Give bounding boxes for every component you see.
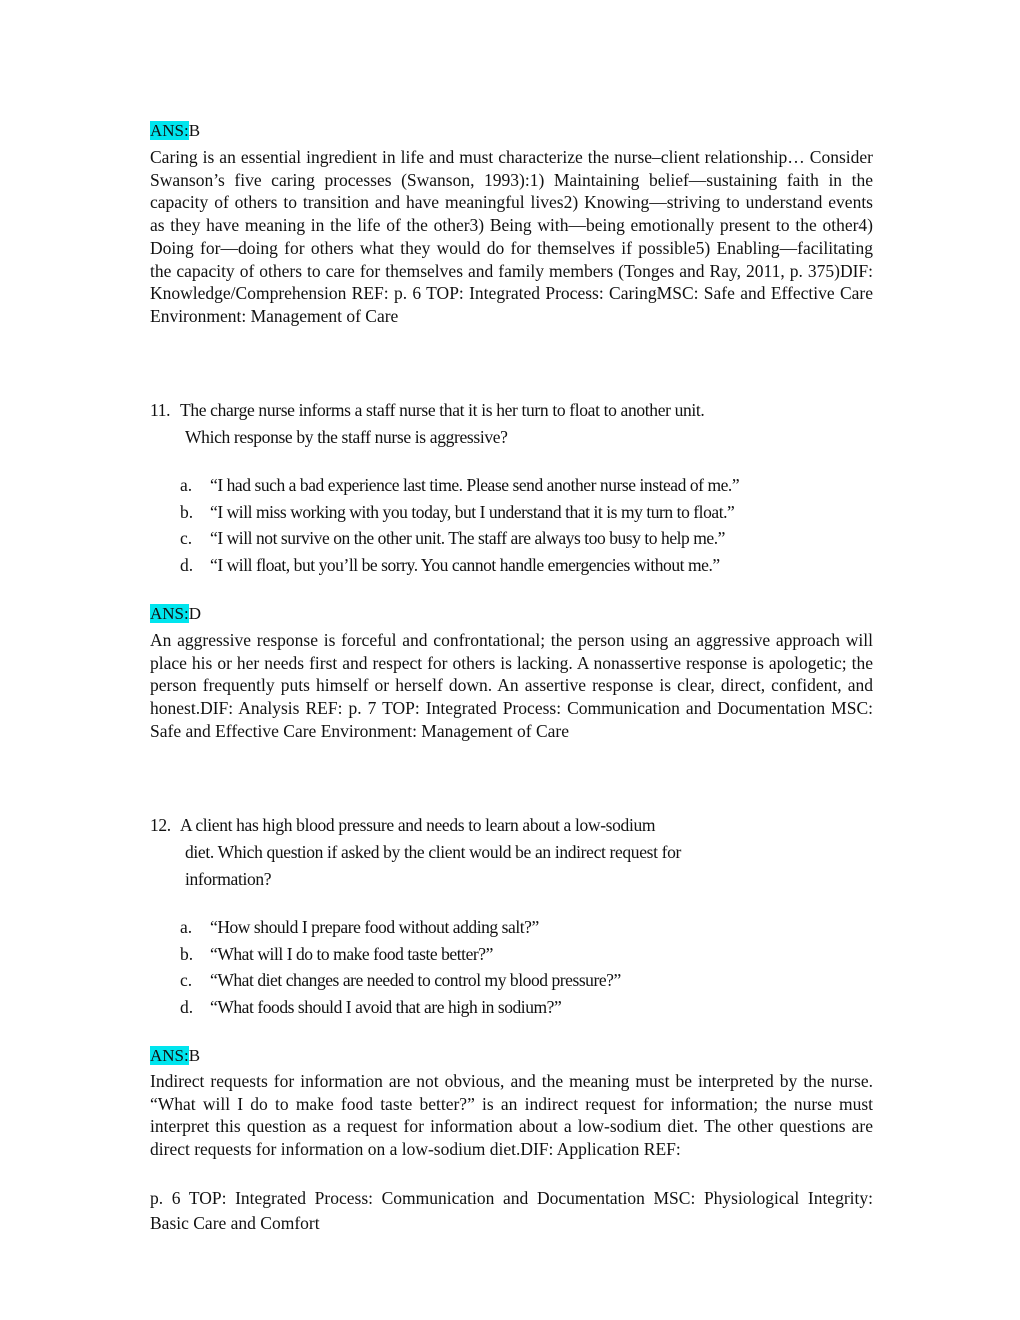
option-item [180,499,739,526]
option-text: “I will miss working with you today, but I understand that it is my turn to float.” [210,501,735,522]
option-item [180,967,621,994]
answer-options [180,472,739,578]
answer-value: B [188,121,201,140]
answer-label-highlight: ANS: [150,121,189,140]
option-letter: c. [180,528,193,548]
question-stem-line2: diet. Which question if asked by the client would be an indirect request for [185,842,681,862]
option-item [180,525,739,552]
option-item [180,552,739,579]
answer-value: B [188,1046,201,1065]
option-text: “I had such a bad experience last time. Please send another nurse instead of me.” [210,475,740,495]
option-letter: d. [180,554,194,575]
option-text: “What foods should I avoid that are high in sodium?” [210,996,562,1017]
rationale-paragraph: Caring is an essential ingredient in life and must characterize the nurse–client relationship… Consider Swanson’s five caring processes (Swanson, 1993):1) Maintaining belief—sustaining faith in the capacity of others to transition and have meaningful lives2) Knowing—striving to understand events as they have meaning in the life of the other3) Being with—being emotionally present to the other4) Doing for—doing for others what they would do for themselves if possible5) Enabling—facilitating the capacity of others to care for themselves and family members (Tonges and Ray, 2011, p. 375)DIF: Knowledge/Comprehension REF: p. 6 TOP: Integrated Process: CaringMSC: Safe and Effective Care Environment: Management of Care [150,147,873,326]
answer-label-highlight: ANS: [150,604,189,623]
rationale-paragraph: An aggressive response is forceful and confrontational; the person using an aggressive approach will place his or her needs first and respect for others is lacking. A nonassertive response is apologetic; the person frequently puts himself or herself down. An assertive response is clear, direct, confident, and honest.DIF: Analysis REF: p. 7 TOP: Integrated Process: Communication and Documentation MSC: Safe and Effective Care Environment: Management of Care [150,630,873,741]
answer-line [150,603,201,625]
question-stem-line1: A client has high blood pressure and needs to learn about a low-sodium [180,815,656,835]
option-letter: c. [180,970,193,990]
rationale-paragraph: Indirect requests for information are not obvious, and the meaning must be interpreted by the nurse. “What will I do to make food taste better?” is an indirect request for information; the nurse must interpret this question as a request for information about a low-sodium diet. The other questions are direct requests for information on a low-sodium diet.DIF: Application REF: [150,1071,873,1160]
option-letter: b. [180,501,194,522]
answer-label-highlight: ANS: [150,1046,189,1065]
option-letter: a. [180,917,193,937]
question-stem [150,397,810,451]
answer-line [150,120,200,142]
option-item [180,914,621,941]
answer-options [180,914,621,1020]
option-letter: a. [180,475,193,495]
question-number: 11. [150,400,171,420]
option-letter: b. [180,943,194,964]
question-stem-line1: The charge nurse informs a staff nurse that it is her turn to float to another unit. [180,400,705,420]
question-number: 12. [150,815,171,835]
option-item [180,994,621,1021]
rationale-continuation: p. 6 TOP: Integrated Process: Communication and Documentation MSC: Physiological Integrity: Basic Care and Comfort [150,1188,873,1233]
option-text: “What diet changes are needed to control my blood pressure?” [210,970,621,990]
answer-value: D [188,604,202,623]
question-stem-line3: information? [185,869,272,889]
answer-line [150,1045,200,1067]
option-letter: d. [180,996,194,1017]
option-text: “How should I prepare food without adding salt?” [210,917,539,937]
option-item [180,941,621,968]
option-item [180,472,739,499]
option-text: “What will I do to make food taste better?” [210,943,493,964]
question-stem [150,812,810,893]
question-stem-line2: Which response by the staff nurse is aggressive? [185,427,508,447]
option-text: “I will float, but you’ll be sorry. You cannot handle emergencies without me.” [210,554,720,575]
option-text: “I will not survive on the other unit. The staff are always too busy to help me.” [210,528,725,548]
